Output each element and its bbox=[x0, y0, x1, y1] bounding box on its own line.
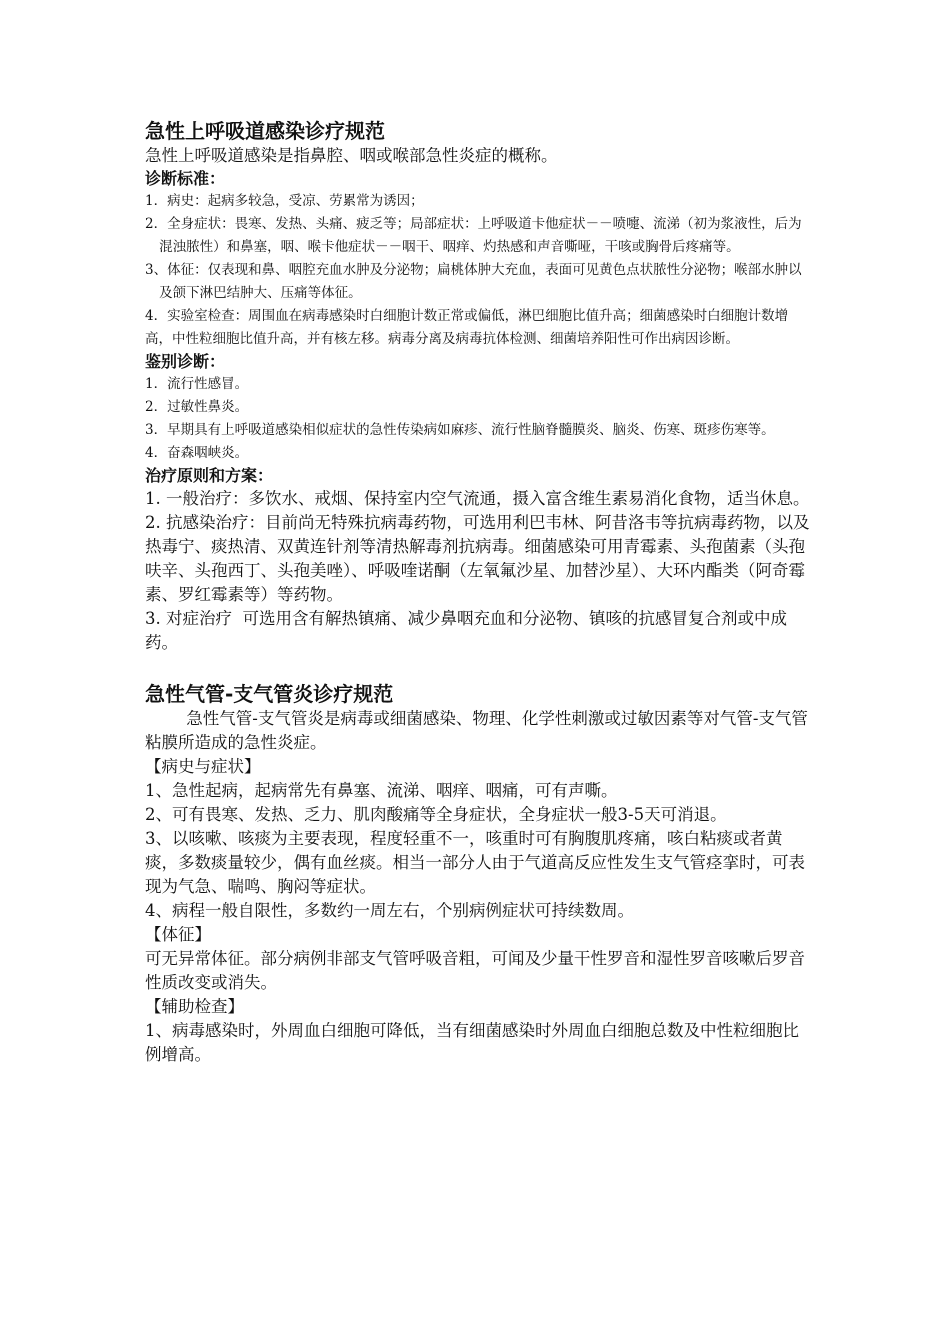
differential-heading: 鉴别诊断： bbox=[145, 352, 226, 371]
history-item: 3、以咳嗽、咳痰为主要表现，程度轻重不一，咳重时可有胸腹肌疼痛，咳白粘痰或者黄痰，多数痰量较少，偶有血丝痰。相当一部分人由于气道高反应性发生支气管痉挛时，可表现为气急、喘鸣、胸闷等症状。 bbox=[145, 829, 805, 896]
document-body bbox=[145, 118, 810, 1067]
section-spacer bbox=[145, 655, 810, 681]
diagnosis-item: 3、体征：仅表现和鼻、咽腔充血水肿及分泌物；扁桃体肿大充血，表面可见黄色点状脓性分泌物；喉部水肿以及颌下淋巴结肿大、压痛等体征。 bbox=[145, 262, 802, 301]
section2-intro: 急性气管-支气管炎是病毒或细菌感染、物理、化学性刺激或过敏因素等对气管-支气管粘膜所造成的急性炎症。 bbox=[145, 709, 808, 752]
aux-exam-heading: 【辅助检查】 bbox=[145, 997, 244, 1016]
diagnosis-item: 1．病史：起病多较急，受凉、劳累常为诱因； bbox=[145, 193, 424, 209]
history-item: 1、急性起病，起病常先有鼻塞、流涕、咽痒、咽痛，可有声嘶。 bbox=[145, 781, 618, 800]
signs-text: 可无异常体征。部分病例非部支气管呼吸音粗，可闻及少量干性罗音和湿性罗音咳嗽后罗音性质改变或消失。 bbox=[145, 949, 805, 992]
treatment-heading: 治疗原则和方案： bbox=[145, 466, 274, 485]
differential-item: 4．奋森咽峡炎。 bbox=[145, 445, 249, 461]
diagnosis-heading: 诊断标准： bbox=[145, 169, 226, 188]
section1-intro: 急性上呼吸道感染是指鼻腔、咽或喉部急性炎症的概称。 bbox=[145, 146, 558, 165]
signs-heading: 【体征】 bbox=[145, 925, 211, 944]
diagnosis-item: 4．实验室检查：周围血在病毒感染时白细胞计数正常或偏低，淋巴细胞比值升高；细菌感染时白细胞计数增高，中性粒细胞比值升高，并有核左移。病毒分离及病毒抗体检测、细菌培养阳性可作出病因诊断。 bbox=[145, 308, 789, 347]
diagnosis-item: 2．全身症状：畏寒、发热、头痛、疲乏等；局部症状：上呼吸道卡他症状－－喷嚏、流涕（初为浆液性，后为混浊脓性）和鼻塞，咽、喉卡他症状－－咽干、咽痒、灼热感和声音嘶哑，干咳或胸骨后疼痛等。 bbox=[145, 216, 802, 255]
differential-item: 2．过敏性鼻炎。 bbox=[145, 399, 249, 415]
section2-title: 急性气管-支气管炎诊疗规范 bbox=[145, 682, 394, 706]
treatment-item: 3. 对症治疗 可选用含有解热镇痛、减少鼻咽充血和分泌物、镇咳的抗感冒复合剂或中成药。 bbox=[145, 609, 787, 652]
history-item: 4、病程一般自限性，多数约一周左右，个别病例症状可持续数周。 bbox=[145, 901, 634, 920]
treatment-item: 1. 一般治疗：多饮水、戒烟、保持室内空气流通，摄入富含维生素易消化食物，适当休息。 bbox=[145, 489, 810, 508]
differential-item: 1．流行性感冒。 bbox=[145, 376, 249, 392]
aux-exam-item: 1、病毒感染时，外周血白细胞可降低，当有细菌感染时外周血白细胞总数及中性粒细胞比例增高。 bbox=[145, 1021, 799, 1064]
history-heading: 【病史与症状】 bbox=[145, 757, 261, 776]
differential-item: 3．早期具有上呼吸道感染相似症状的急性传染病如麻疹、流行性脑脊髓膜炎、脑炎、伤寒、斑疹伤寒等。 bbox=[145, 422, 775, 438]
treatment-item: 2. 抗感染治疗：目前尚无特殊抗病毒药物，可选用利巴韦林、阿昔洛韦等抗病毒药物，以及热毒宁、痰热清、双黄连针剂等清热解毒剂抗病毒。细菌感染可用青霉素、头孢菌素（头孢呋辛、头孢西丁、头孢美唑）、呼吸喹诺酮（左氧氟沙星、加替沙星）、大环内酯类（阿奇霉素、罗红霉素等）等药物。 bbox=[145, 513, 810, 604]
history-item: 2、可有畏寒、发热、乏力、肌肉酸痛等全身症状，全身症状一般3-5天可消退。 bbox=[145, 805, 727, 824]
section1-title: 急性上呼吸道感染诊疗规范 bbox=[145, 119, 385, 143]
